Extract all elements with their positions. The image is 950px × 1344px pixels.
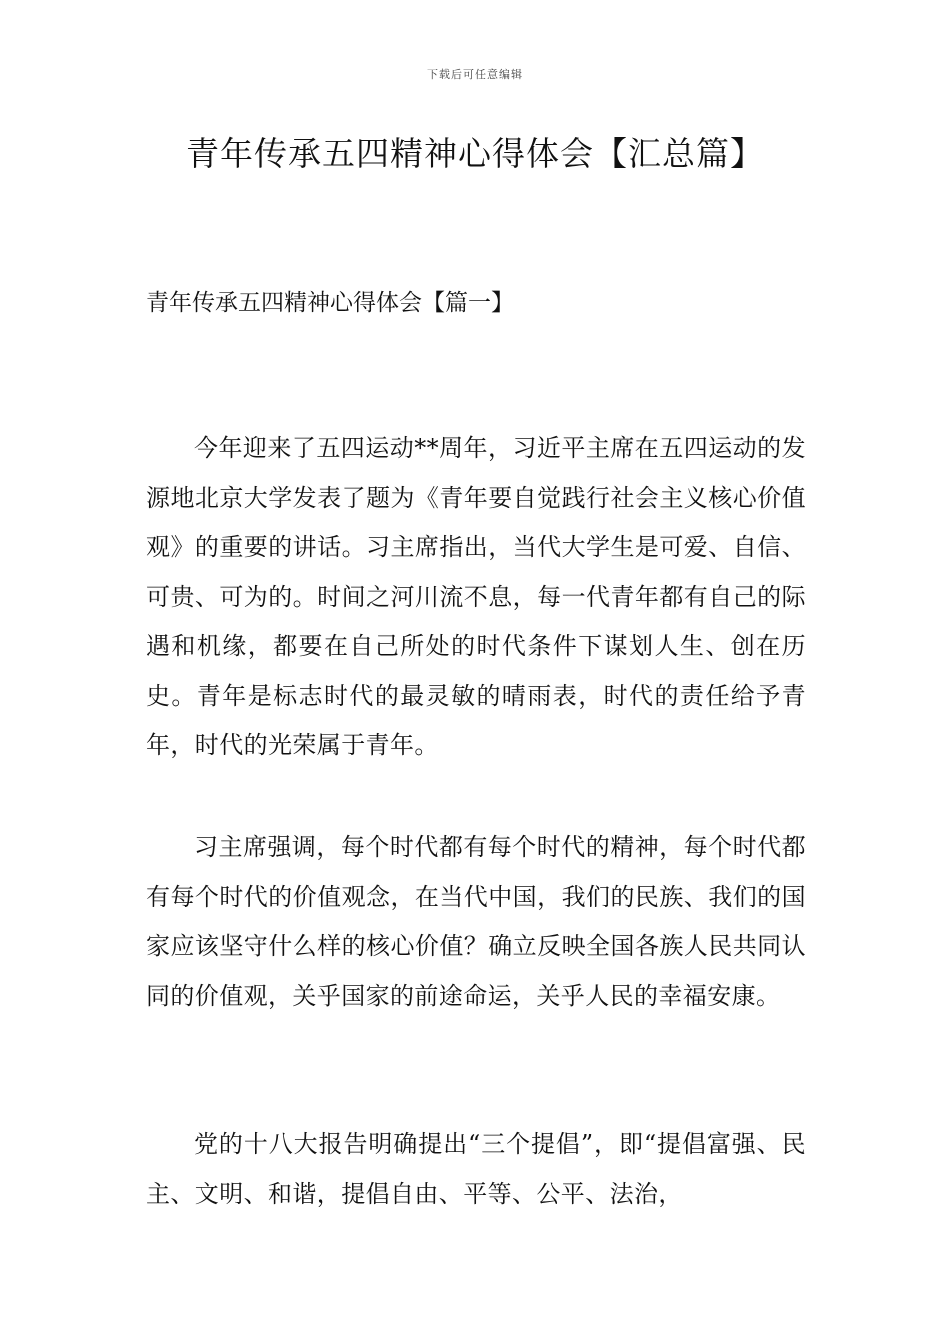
paragraph-2 <box>146 823 806 1021</box>
document-title: 青年传承五四精神心得体会【汇总篇】 <box>186 134 764 173</box>
paragraph-1 <box>146 424 806 771</box>
section-heading: 青年传承五四精神心得体会【篇一】 <box>146 290 514 316</box>
paragraph-text: 习主席强调，每个时代都有每个时代的精神，每个时代都有每个时代的价值观念，在当代中国，我们的民族、我们的国家应该坚守什么样的核心价值？确立反映全国各族人民共同认同的价值观，关乎国家的前途命运，关乎人民的幸福安康。 <box>146 833 806 1010</box>
paragraph-3 <box>146 1120 806 1219</box>
header-note: 下载后可任意编辑 <box>427 68 523 81</box>
paragraph-text: 党的十八大报告明确提出“三个提倡”，即“提倡富强、民主、文明、和谐，提倡自由、平等、公平、法治， <box>146 1130 806 1208</box>
paragraph-text: 今年迎来了五四运动**周年，习近平主席在五四运动的发源地北京大学发表了题为《青年要自觉践行社会主义核心价值观》的重要的讲话。习主席指出，当代大学生是可爱、自信、可贵、可为的。时间之河川流不息，每一代青年都有自己的际遇和机缘，都要在自己所处的时代条件下谋划人生、创在历史。青年是标志时代的最灵敏的晴雨表，时代的责任给予青年，时代的光荣属于青年。 <box>146 434 806 759</box>
